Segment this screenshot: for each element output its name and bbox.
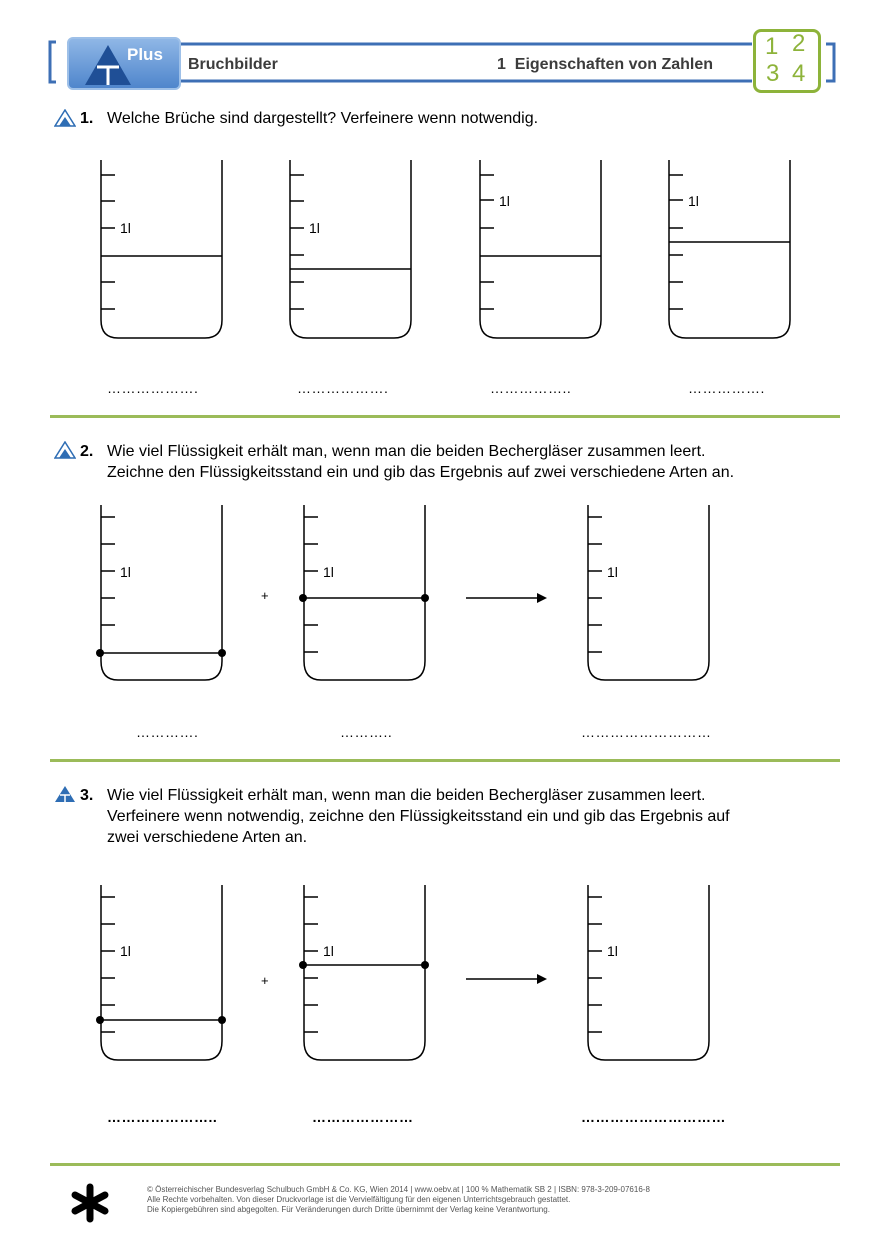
number-badge — [753, 29, 821, 93]
task3-instruction-line3: zwei verschiedene Arten an. — [107, 829, 308, 846]
beaker-label: 1l — [499, 193, 510, 209]
difficulty-icon — [54, 441, 76, 459]
badge-digit-2: 2 — [792, 30, 806, 57]
answer-blank[interactable]: ………………………… — [581, 1109, 726, 1125]
difficulty-icon-filled — [54, 785, 76, 803]
section-divider — [50, 759, 840, 762]
answer-blank[interactable]: ……………………… — [581, 724, 712, 740]
publisher-asterisk-icon — [70, 1183, 110, 1223]
task1-beakers — [0, 150, 890, 350]
answer-blank[interactable]: ……….. — [340, 724, 393, 740]
section-divider — [50, 1163, 840, 1166]
beaker-label: 1l — [323, 564, 334, 580]
header-right-title: 1 Eigenschaften von Zahlen — [497, 56, 714, 73]
header-left-title: Bruchbilder — [188, 56, 278, 73]
task2-instruction-line1: Wie viel Flüssigkeit erhält man, wenn man die beiden Bechergläser zusammen leert. — [107, 443, 706, 460]
answer-blank[interactable]: ………………. — [297, 380, 389, 396]
task2-beakers — [0, 495, 890, 695]
beaker-label: 1l — [688, 193, 699, 209]
badge-digit-3: 3 — [766, 60, 780, 87]
beaker-label: 1l — [607, 943, 618, 959]
footer-line3: Die Kopiergebühren sind abgegolten. Für Veränderungen durch Dritte übernimmt der Verlag keine Verantwortung. — [147, 1205, 550, 1214]
beaker-label: 1l — [323, 943, 334, 959]
task3-instruction-line1: Wie viel Flüssigkeit erhält man, wenn man die beiden Bechergläser zusammen leert. — [107, 787, 706, 804]
footer-line1: © Österreichischer Bundesverlag Schulbuch GmbH & Co. KG, Wien 2014 | www.oebv.at | 100 % Mathematik SB 2 | ISBN: 978-3-209-07616-8 — [147, 1185, 650, 1194]
task1-instruction: Welche Brüche sind dargestellt? Verfeinere wenn notwendig. — [107, 110, 539, 127]
logo-text: Plus — [127, 45, 163, 64]
answer-blank[interactable]: …………. — [136, 724, 199, 740]
answer-blank[interactable]: ………………. — [107, 380, 199, 396]
beaker-label: 1l — [309, 220, 320, 236]
answer-blank[interactable]: …………….. — [490, 380, 572, 396]
footer-line2: Alle Rechte vorbehalten. Von dieser Druckvorlage ist die Vervielfältigung für den eigenen Unterrichtsgebrauch gestattet. — [147, 1195, 571, 1204]
beaker-label: 1l — [120, 943, 131, 959]
task3-number: 3. — [80, 787, 94, 804]
plus-sign: + — [261, 588, 269, 603]
beaker-label: 1l — [120, 564, 131, 580]
badge-digit-4: 4 — [792, 60, 806, 87]
answer-blank[interactable]: ……………. — [688, 380, 765, 396]
pyramid-logo-icon — [83, 43, 133, 87]
plus-logo — [67, 37, 181, 90]
difficulty-icon — [54, 109, 76, 127]
section-divider — [50, 415, 840, 418]
answer-blank[interactable]: ………………….. — [107, 1109, 218, 1125]
task3-instruction-line2: Verfeinere wenn notwendig, zeichne den Flüssigkeitsstand ein und gib das Ergebnis auf — [107, 808, 730, 825]
beaker-label: 1l — [120, 220, 131, 236]
footer-copyright — [147, 1185, 837, 1215]
task2-instruction-line2: Zeichne den Flüssigkeitsstand ein und gib das Ergebnis auf zwei verschiedene Arten an. — [107, 464, 735, 481]
badge-digit-1: 1 — [765, 33, 779, 60]
plus-sign: + — [261, 973, 269, 988]
task3-beakers — [0, 875, 890, 1075]
beaker-label: 1l — [607, 564, 618, 580]
answer-blank[interactable]: ………………… — [312, 1109, 414, 1125]
task2-number: 2. — [80, 443, 94, 460]
task1-number: 1. — [80, 110, 94, 127]
